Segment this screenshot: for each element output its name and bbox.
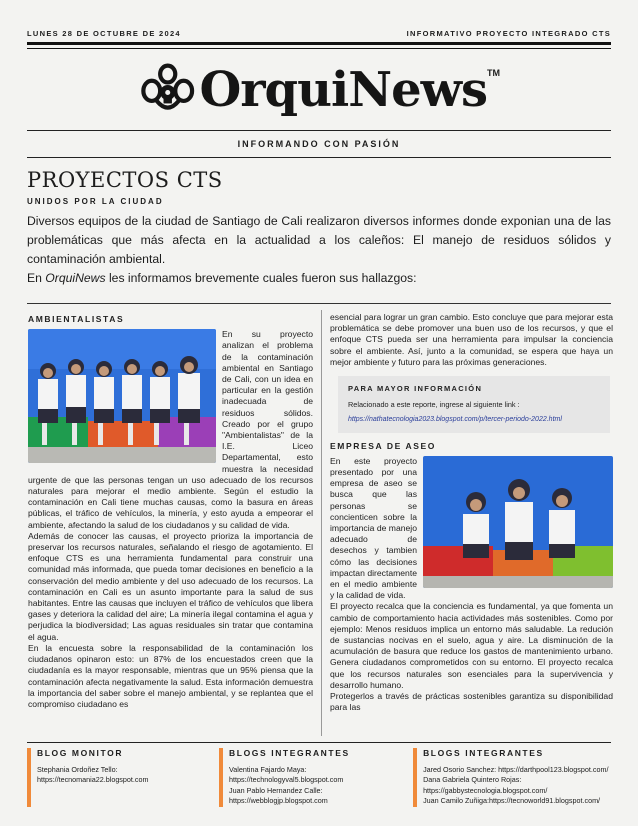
article-paragraph: En su proyecto analizan el problema de la contaminación ambiental en Santiago de Cali, con un idea en particular en la gestión inadecuada de residuos sólidos. Creado por el grupo "Ambientalistas" de la I.E. Liceo Departamental, esto muestra la necesidad urgente de que las personas tengan un uso adecuado de los recursos naturales para mejorar el medio ambiente. Según el estudio la contaminación en Cali tiene muchas causas, como la basura en áreas públicas, el tráfico de vehículos, la minería, y esto ayuda a empeorar el ambiente, afectando la salud de los ciudadanos y su calidad de vida. <box>28 329 313 530</box>
intro-paragraph: Diversos equipos de la ciudad de Santiago de Cali realizaron diversos informes donde exponian una de las problemáticas que más afecta en la actualidad a los caleños: El manejo de residuos sólidos y contaminación ambiental. <box>27 214 611 266</box>
more-info-text: Relacionado a este reporte, ingrese al siguiente link : <box>348 400 520 410</box>
footer-blogs-integrantes-1 <box>219 748 409 807</box>
footer-heading: BLOGS INTEGRANTES <box>229 748 350 758</box>
issue-date: LUNES 28 DE OCTUBRE DE 2024 <box>27 28 181 38</box>
article-paragraph: En este proyecto presentado por una empresa de aseo se busca que las personas se concienticen sobre la importancia de manejo adecuado de desechos y tambien cómo las decisiones impactan directamente en el medio ambiente y la calidad de vida. <box>330 455 417 601</box>
masthead-rule <box>27 130 611 131</box>
publication-mention: OrquiNews <box>45 271 106 285</box>
publication-name: INFORMATIVO PROYECTO INTEGRADO CTS <box>406 28 611 38</box>
footer-blogs-integrantes-2 <box>413 748 611 807</box>
intro-text <box>27 212 611 288</box>
footer-rule <box>27 742 611 743</box>
blog-link[interactable]: Jared Osorio Sanchez: https://darthpool123.blogspot.com/ Dana Gabriela Quintero Rojas: https://gabbystecnologia.blogspot.com/ <box>423 764 609 795</box>
article-paragraph: Protegerlos a través de prácticas sostenibles garantiza su disponibilidad para las <box>330 691 613 713</box>
section-subtitle: UNIDOS POR LA CIUDAD <box>27 197 164 206</box>
article-paragraph: Además de conocer las causas, el proyecto prioriza la importancia de preservar los recursos naturales, señalando el riesgo de agotamiento. El enfoque CTS es una herramienta fundamental para construir una comunidad más informada, que pueda tomar decisiones en beneficio a la conservación del medio ambiente y del uso adecuado de los recursos. La contaminación en Cali es un asunto importante para la salud de sus habitantes. Entre las causas que incluyen el tráfico de vehículos que libera gases y deteriora la calidad del aire; La minería ilegal contamina el agua y perjudica la biodiversidad; Las aguas residuales sin tratar que contamina el agua. <box>28 530 313 642</box>
article-paragraph: En la encuesta sobre la responsabilidad de la contaminación los ciudadanos opinaron esto: un 87% de los encuestados creen que la ciudadanía es la mayor responsable, mientras que un 95% piensa que la contaminación afecta negativamente la salud. Esta información demuestra la importancia del saber sobre el manejo ambiental, y se replantea que el compromiso ciudadano es <box>28 642 313 709</box>
top-rule-thin <box>27 48 611 49</box>
footer <box>27 748 611 807</box>
masthead <box>140 54 500 126</box>
group-photo-ambientalistas <box>28 329 216 463</box>
group-photo-empresa <box>423 456 613 588</box>
article-paragraph: El proyecto recalca que la conciencia es fundamental, ya que fomenta un cambio de comportamiento hacia actividades más sostenibles. Como por ejemplo: Menos residuos implica un entorno más saludable. La redución de sustancias nocivas en el suelo, agua y aire. La disminución de la acumulación de basura que reduce los gastos de mantenimiento urbano. Genera ciudadanos comprometidos con su entorno. El proyecto recalca que los recursos naturales son esenciales para la supervivencia y desarrollo humano. <box>330 601 613 690</box>
more-info-box <box>338 376 610 433</box>
top-rule <box>27 42 611 45</box>
footer-blog-monitor <box>27 748 215 807</box>
blog-link[interactable]: Valentina Fajardo Maya: https://technologyval5.blogspot.com <box>229 764 344 784</box>
article-ambientalistas <box>28 314 313 710</box>
blog-link[interactable]: Juan Camilo Zuñiga:https://tecnoworld91.blogspot.com/ <box>423 796 601 805</box>
article-continuation: esencial para lograr un gran cambio. Esto concluye que para mejorar esta problemática se debe promover una buen uso de los recursos, y que el enfoque CTS pueda ser una herramienta para impulsar la conciencia sobre el ambiente. Así, junto a la comunidad, se espera que haya un mejor ambiente y futuro para las próximas generaciones. <box>330 312 613 367</box>
trademark-mark: TM <box>487 68 500 78</box>
footer-heading: BLOG MONITOR <box>37 748 124 758</box>
footer-heading: BLOGS INTEGRANTES <box>423 748 544 758</box>
article-heading: AMBIENTALISTAS <box>28 314 125 324</box>
more-info-link[interactable]: https://nathatecnologia2023.blogspot.com/p/tercer-periodo-2022.html <box>348 416 562 424</box>
article-heading-empresa: EMPRESA DE ASEO <box>330 440 437 451</box>
orchid-logo-icon <box>140 57 195 123</box>
intro-paragraph-2: En OrquiNews les informamos brevemente cuales fueron sus hallazgos: <box>27 271 417 285</box>
right-column <box>330 312 613 714</box>
top-bar <box>27 26 611 40</box>
blog-link[interactable]: Stephania Ordoñez Tello: https://tecnomania22.blogspot.com <box>37 764 149 784</box>
blog-link[interactable]: Juan Pablo Hernandez Calle: https://webblogjp.blogspot.com <box>229 785 328 805</box>
more-info-title: PARA MAYOR INFORMACIÓN <box>348 384 483 394</box>
intro-rule <box>27 303 611 304</box>
masthead-title: OrquiNews <box>199 62 487 118</box>
section-title: PROYECTOS CTS <box>27 168 223 192</box>
column-divider <box>321 310 322 736</box>
tagline-rule <box>27 157 611 158</box>
tagline: INFORMANDO CON PASIÓN <box>237 139 401 149</box>
